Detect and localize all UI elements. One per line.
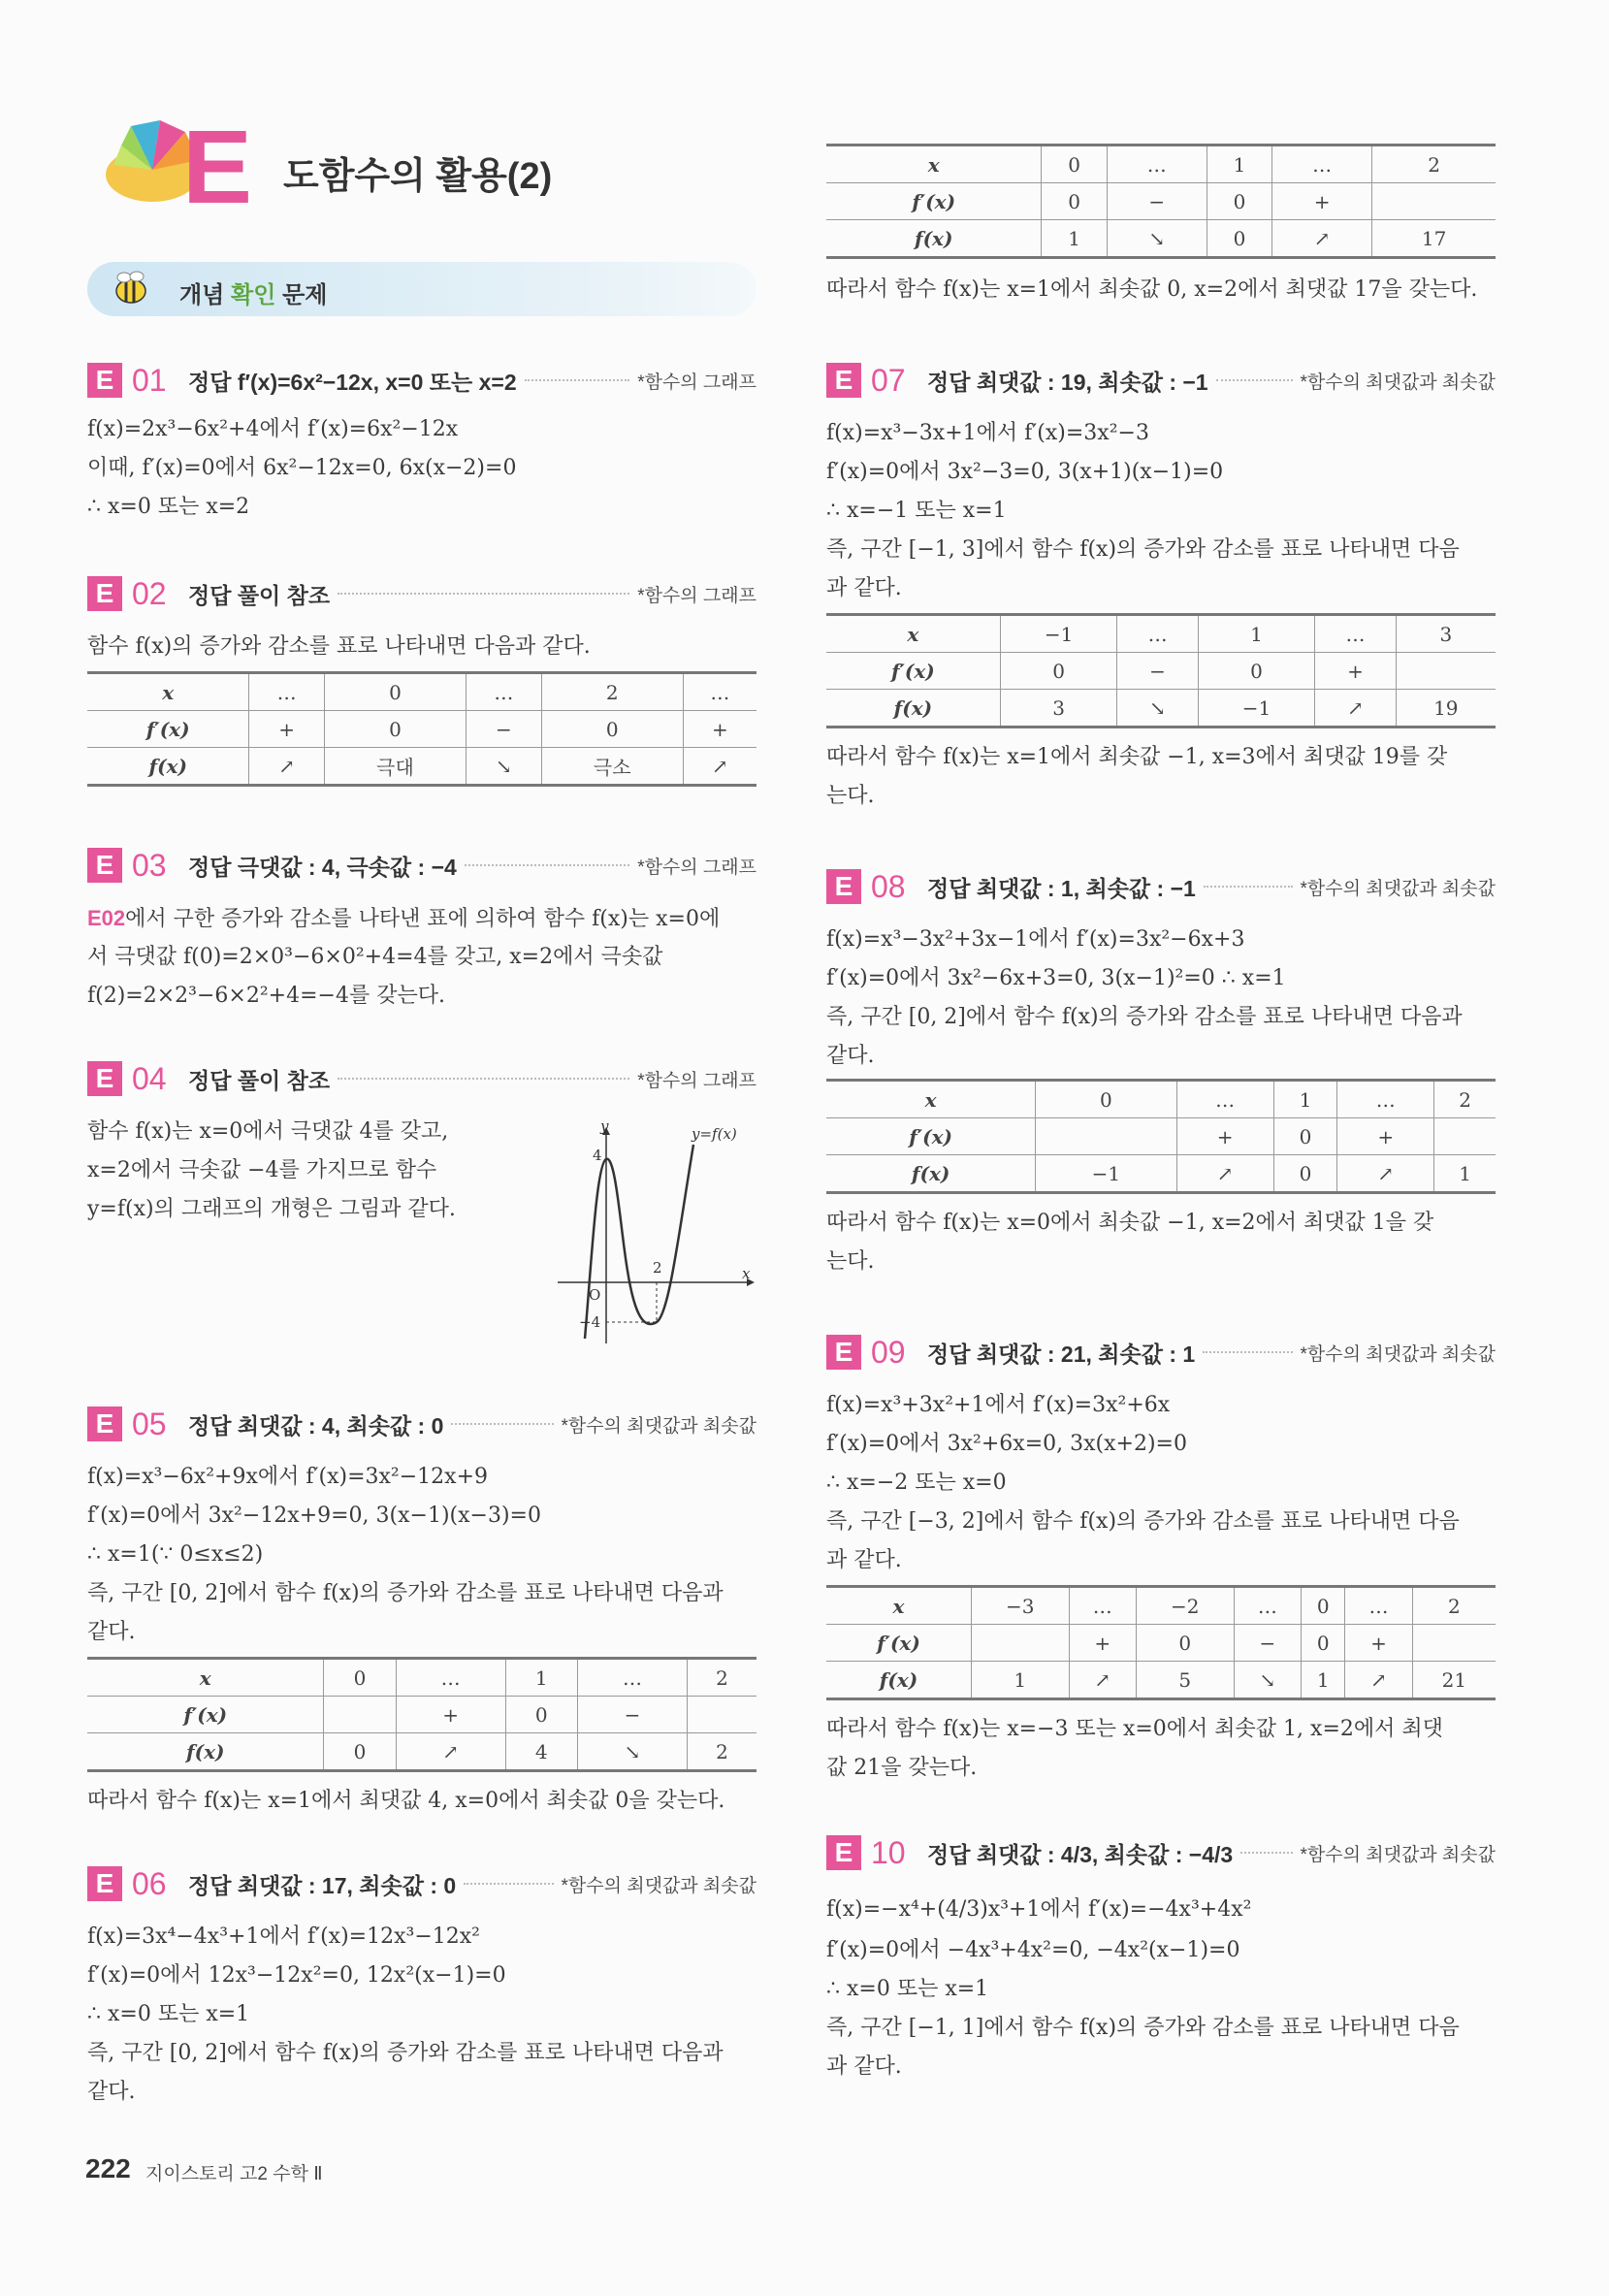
bee-icon	[107, 270, 155, 308]
solution-line: 같다.	[87, 2080, 136, 2104]
svg-text:O: O	[589, 1286, 601, 1304]
solution-line: 이때, f′(x)=0에서 6x²−12x=0, 6x(x−2)=0	[87, 456, 517, 480]
table-cell: −1	[1036, 1155, 1176, 1193]
solution-line: f(x)=x³−6x²+9x에서 f′(x)=3x²−12x+9	[87, 1465, 489, 1489]
table-cell: ↘	[1234, 1662, 1301, 1699]
solution-line: 함수 f(x)는 x=0에서 극댓값 4를 갖고,	[87, 1119, 449, 1144]
table-cell: …	[1234, 1587, 1301, 1625]
table-row	[87, 1697, 756, 1733]
solution-line: 함수 f(x)의 증가와 감소를 표로 나타내면 다음과 같다.	[87, 634, 591, 659]
problem-heading: E 07 정답 최댓값 : 19, 최솟값 : −1 *함수의 최댓값과 최솟값	[826, 359, 1496, 402]
table-cell: 1	[505, 1659, 577, 1697]
table-row	[826, 183, 1496, 220]
table-cell: 0	[1042, 183, 1107, 220]
solution-line: f(2)=2×2³−6×2²+4=−4를 갖는다.	[87, 984, 445, 1008]
table-cell: f(x)	[826, 690, 1000, 728]
solution-line: 따라서 함수 f(x)는 x=1에서 최솟값 −1, x=3에서 최댓값 19를 갖	[826, 745, 1448, 769]
book-title: 지이스토리 고2 수학 Ⅱ	[145, 2164, 323, 2184]
table-cell: …	[577, 1659, 687, 1697]
table-cell: −	[1234, 1625, 1301, 1662]
table-cell: 2	[1434, 1081, 1496, 1118]
table-cell: f(x)	[826, 1155, 1036, 1193]
table-row	[87, 1733, 756, 1771]
table-cell: 0	[324, 711, 466, 748]
table-cell: …	[1337, 1081, 1434, 1118]
solution-line: ∴ x=0 또는 x=1	[87, 2002, 250, 2026]
solution-line: 따라서 함수 f(x)는 x=1에서 최댓값 4, x=0에서 최솟값 0을 갖는다.	[87, 1789, 725, 1813]
solution-line: 는다.	[826, 1249, 875, 1274]
table-cell: ↗	[396, 1733, 505, 1771]
table-cell: 1	[1207, 146, 1271, 183]
table-cell: +	[1069, 1625, 1136, 1662]
table-cell: …	[1272, 146, 1372, 183]
table-cell: x	[87, 673, 249, 711]
table-cell: 1	[1434, 1155, 1496, 1193]
table-cell: ↗	[249, 748, 324, 786]
table-cell: 0	[1042, 146, 1107, 183]
table-cell: 0	[1302, 1587, 1345, 1625]
table-cell: ↘	[467, 748, 541, 786]
svg-text:y=f(x): y=f(x)	[692, 1125, 737, 1143]
chapter-title: 도함수의 활용(2)	[283, 156, 553, 197]
table-cell: 0	[505, 1697, 577, 1733]
table-cell: 5	[1136, 1662, 1234, 1699]
chapter-letter: E	[182, 108, 253, 225]
variation-table	[87, 1657, 756, 1772]
table-cell: f(x)	[826, 1662, 971, 1699]
solution-line: f′(x)=0에서 12x³−12x²=0, 12x²(x−1)=0	[87, 1963, 506, 1988]
table-cell: 0	[1273, 1155, 1336, 1193]
solution-line: f′(x)=0에서 −4x³+4x²=0, −4x²(x−1)=0	[826, 1938, 1240, 1962]
table-row	[826, 220, 1496, 258]
table-cell: 1	[1042, 220, 1107, 258]
table-cell: 0	[1302, 1625, 1345, 1662]
table-cell: 4	[505, 1733, 577, 1771]
solution-line: 과 같다.	[826, 576, 902, 600]
solution-line: f′(x)=0에서 3x²−12x+9=0, 3(x−1)(x−3)=0	[87, 1504, 541, 1528]
problem-heading: E 09 정답 최댓값 : 21, 최솟값 : 1 *함수의 최댓값과 최솟값	[826, 1331, 1496, 1374]
table-row	[87, 1659, 756, 1697]
table-cell: f′(x)	[87, 711, 249, 748]
table-cell: ↘	[577, 1733, 687, 1771]
table-cell: 극대	[324, 748, 466, 786]
table-cell	[1036, 1118, 1176, 1155]
solution-line: ∴ x=−1 또는 x=1	[826, 499, 1007, 523]
table-cell: f′(x)	[87, 1697, 324, 1733]
solution-line: 즉, 구간 [0, 2]에서 함수 f(x)의 증가와 감소를 표로 나타내면 다음과	[87, 2041, 724, 2065]
variation-table	[87, 671, 756, 787]
table-cell: +	[396, 1697, 505, 1733]
solution-line: f(x)=x³+3x²+1에서 f′(x)=3x²+6x	[826, 1393, 1171, 1417]
table-cell: +	[249, 711, 324, 748]
solution-line: 따라서 함수 f(x)는 x=−3 또는 x=0에서 최솟값 1, x=2에서 최댓	[826, 1717, 1443, 1741]
table-cell: ↗	[1176, 1155, 1273, 1193]
table-cell: 2	[1372, 146, 1496, 183]
table-cell: 0	[1198, 653, 1315, 690]
solution-line: x=2에서 극솟값 −4를 가지므로 함수	[87, 1158, 437, 1182]
table-cell: f(x)	[87, 1733, 324, 1771]
table-cell: ↗	[1337, 1155, 1434, 1193]
solution-line: 같다.	[87, 1620, 136, 1644]
problem-heading: E 06 정답 최댓값 : 17, 최솟값 : 0 *함수의 최댓값과 최솟값	[87, 1862, 756, 1905]
table-cell: …	[1345, 1587, 1412, 1625]
table-row	[826, 1118, 1496, 1155]
table-cell: 2	[541, 673, 683, 711]
table-row	[87, 711, 756, 748]
table-cell: 2	[688, 1733, 756, 1771]
table-cell: −	[1107, 183, 1207, 220]
problem-heading: E 01 정답 f′(x)=6x²−12x, x=0 또는 x=2 *함수의 그래프	[87, 359, 756, 402]
table-cell: +	[1345, 1625, 1412, 1662]
table-cell: 0	[1036, 1081, 1176, 1118]
table-cell: 0	[324, 1733, 396, 1771]
table-row	[826, 690, 1496, 728]
table-cell: ↘	[1107, 220, 1207, 258]
table-cell: 0	[1207, 220, 1271, 258]
svg-text:2: 2	[653, 1259, 662, 1277]
table-cell: 극소	[541, 748, 683, 786]
table-cell: −3	[971, 1587, 1069, 1625]
solution-line: y=f(x)의 그래프의 개형은 그림과 같다.	[87, 1197, 456, 1221]
solution-line: f(x)=2x³−6x²+4에서 f′(x)=6x²−12x	[87, 417, 459, 441]
table-cell: 3	[1396, 615, 1496, 653]
table-cell: +	[1315, 653, 1396, 690]
svg-text:x: x	[742, 1265, 751, 1282]
table-row	[826, 1662, 1496, 1699]
table-cell: x	[826, 146, 1042, 183]
problem-heading: E 03 정답 극댓값 : 4, 극솟값 : −4 *함수의 그래프	[87, 844, 756, 887]
section-banner	[87, 262, 756, 316]
variation-table	[826, 613, 1496, 728]
table-cell: 0	[1273, 1118, 1336, 1155]
problem-heading: E 04 정답 풀이 참조 *함수의 그래프	[87, 1057, 756, 1100]
table-row	[826, 1625, 1496, 1662]
table-cell: 1	[1302, 1662, 1345, 1699]
solution-line: ∴ x=1(∵ 0≤x≤2)	[87, 1542, 264, 1567]
table-cell: 0	[1136, 1625, 1234, 1662]
solution-line: f(x)=−x⁴+(4/3)x³+1에서 f′(x)=−4x³+4x²	[826, 1897, 1252, 1922]
function-graph	[548, 1116, 761, 1348]
table-cell: 2	[688, 1659, 756, 1697]
table-cell: f′(x)	[826, 1625, 971, 1662]
table-row	[826, 1155, 1496, 1193]
table-cell: −	[577, 1697, 687, 1733]
table-row	[826, 146, 1496, 183]
solution-line: 과 같다.	[826, 2054, 902, 2079]
table-cell	[324, 1697, 396, 1733]
solution-line: 즉, 구간 [0, 2]에서 함수 f(x)의 증가와 감소를 표로 나타내면 다음과	[826, 1005, 1463, 1029]
table-cell: …	[467, 673, 541, 711]
table-cell: 0	[1000, 653, 1117, 690]
table-cell: 2	[1412, 1587, 1496, 1625]
table-row	[826, 615, 1496, 653]
svg-text:y: y	[600, 1117, 609, 1135]
table-cell: f′(x)	[826, 653, 1000, 690]
table-cell: 21	[1412, 1662, 1496, 1699]
solution-line: 서 극댓값 f(0)=2×0³−6×0²+4=4를 갖고, x=2에서 극솟값	[87, 945, 663, 969]
table-row	[87, 748, 756, 786]
svg-text:4: 4	[593, 1147, 602, 1164]
page-number: 222	[85, 2153, 131, 2183]
table-cell: ↗	[1345, 1662, 1412, 1699]
table-cell	[971, 1625, 1069, 1662]
table-cell: x	[87, 1659, 324, 1697]
table-cell: 17	[1372, 220, 1496, 258]
table-cell: 0	[541, 711, 683, 748]
table-cell	[688, 1697, 756, 1733]
solution-line: 따라서 함수 f(x)는 x=1에서 최솟값 0, x=2에서 최댓값 17을 갖는다.	[826, 277, 1478, 302]
table-row	[87, 673, 756, 711]
solution-line: f′(x)=0에서 3x²−3=0, 3(x+1)(x−1)=0	[826, 460, 1224, 484]
solution-line: 즉, 구간 [−1, 3]에서 함수 f(x)의 증가와 감소를 표로 나타내면 다음	[826, 537, 1460, 562]
table-cell: ↗	[683, 748, 756, 786]
table-cell: ↗	[1315, 690, 1396, 728]
solution-line: f′(x)=0에서 3x²+6x=0, 3x(x+2)=0	[826, 1432, 1187, 1456]
table-cell: …	[396, 1659, 505, 1697]
table-row	[826, 1081, 1496, 1118]
solution-line: ∴ x=−2 또는 x=0	[826, 1471, 1007, 1495]
solution-line: 따라서 함수 f(x)는 x=0에서 최솟값 −1, x=2에서 최댓값 1을 갖	[826, 1211, 1434, 1235]
solution-line: f′(x)=0에서 3x²−6x+3=0, 3(x−1)²=0 ∴ x=1	[826, 966, 1286, 990]
table-cell: …	[1107, 146, 1207, 183]
table-row	[826, 653, 1496, 690]
solution-line: 즉, 구간 [−1, 1]에서 함수 f(x)의 증가와 감소를 표로 나타내면 다음	[826, 2016, 1460, 2040]
table-cell: …	[1069, 1587, 1136, 1625]
problem-heading: E 10 정답 최댓값 : 4/3, 최솟값 : −4/3 *함수의 최댓값과 최솟값	[826, 1831, 1496, 1874]
table-cell: −	[1117, 653, 1198, 690]
table-cell: f′(x)	[826, 183, 1042, 220]
table-cell	[1434, 1118, 1496, 1155]
table-cell: x	[826, 1081, 1036, 1118]
table-cell: f(x)	[87, 748, 249, 786]
solution-line: 값 21을 갖는다.	[826, 1756, 978, 1780]
table-cell: +	[683, 711, 756, 748]
solution-line: f(x)=3x⁴−4x³+1에서 f′(x)=12x³−12x²	[87, 1924, 480, 1949]
table-cell: …	[683, 673, 756, 711]
variation-table	[826, 1079, 1496, 1194]
table-cell: f(x)	[826, 220, 1042, 258]
banner-text: 개념 확인 문제	[179, 282, 328, 308]
table-cell: −1	[1000, 615, 1117, 653]
problem-heading: E 02 정답 풀이 참조 *함수의 그래프	[87, 572, 756, 615]
table-cell: x	[826, 615, 1000, 653]
solution-line: 과 같다.	[826, 1548, 902, 1572]
solution-line: ∴ x=0 또는 x=1	[826, 1977, 989, 2001]
solution-line: f(x)=x³−3x+1에서 f′(x)=3x²−3	[826, 421, 1149, 445]
table-cell: x	[826, 1587, 971, 1625]
variation-table	[826, 144, 1496, 259]
table-cell: f′(x)	[826, 1118, 1036, 1155]
table-cell: −2	[1136, 1587, 1234, 1625]
table-cell: …	[1176, 1081, 1273, 1118]
table-cell: +	[1337, 1118, 1434, 1155]
solution-line: 즉, 구간 [−3, 2]에서 함수 f(x)의 증가와 감소를 표로 나타내면 다음	[826, 1509, 1460, 1534]
problem-heading: E 05 정답 최댓값 : 4, 최솟값 : 0 *함수의 최댓값과 최솟값	[87, 1403, 756, 1445]
table-cell: 1	[1273, 1081, 1336, 1118]
table-cell: ↗	[1069, 1662, 1136, 1699]
table-cell: …	[249, 673, 324, 711]
table-cell: …	[1117, 615, 1198, 653]
table-cell: 1	[971, 1662, 1069, 1699]
table-cell: 0	[1207, 183, 1271, 220]
solution-line: 즉, 구간 [0, 2]에서 함수 f(x)의 증가와 감소를 표로 나타내면 다음과	[87, 1581, 724, 1605]
table-cell: 0	[324, 673, 466, 711]
table-cell: +	[1272, 183, 1372, 220]
solution-line: f(x)=x³−3x²+3x−1에서 f′(x)=3x²−6x+3	[826, 927, 1245, 952]
solution-line: 는다.	[826, 784, 875, 808]
table-cell: ↘	[1117, 690, 1198, 728]
solution-line: E02에서 구한 증가와 감소를 나타낸 표에 의하여 함수 f(x)는 x=0에	[87, 906, 721, 931]
table-cell: 3	[1000, 690, 1117, 728]
table-cell: +	[1176, 1118, 1273, 1155]
table-cell: …	[1315, 615, 1396, 653]
svg-text:−4: −4	[579, 1313, 601, 1331]
solution-line: ∴ x=0 또는 x=2	[87, 495, 250, 519]
table-cell: ↗	[1272, 220, 1372, 258]
table-cell	[1412, 1625, 1496, 1662]
table-row	[826, 1587, 1496, 1625]
table-cell: −	[467, 711, 541, 748]
variation-table	[826, 1585, 1496, 1700]
solution-line: 같다.	[826, 1044, 875, 1068]
table-cell: 1	[1198, 615, 1315, 653]
problem-heading: E 08 정답 최댓값 : 1, 최솟값 : −1 *함수의 최댓값과 최솟값	[826, 865, 1496, 908]
table-cell: 19	[1396, 690, 1496, 728]
table-cell: −1	[1198, 690, 1315, 728]
table-cell: 0	[324, 1659, 396, 1697]
table-cell	[1372, 183, 1496, 220]
table-cell	[1396, 653, 1496, 690]
